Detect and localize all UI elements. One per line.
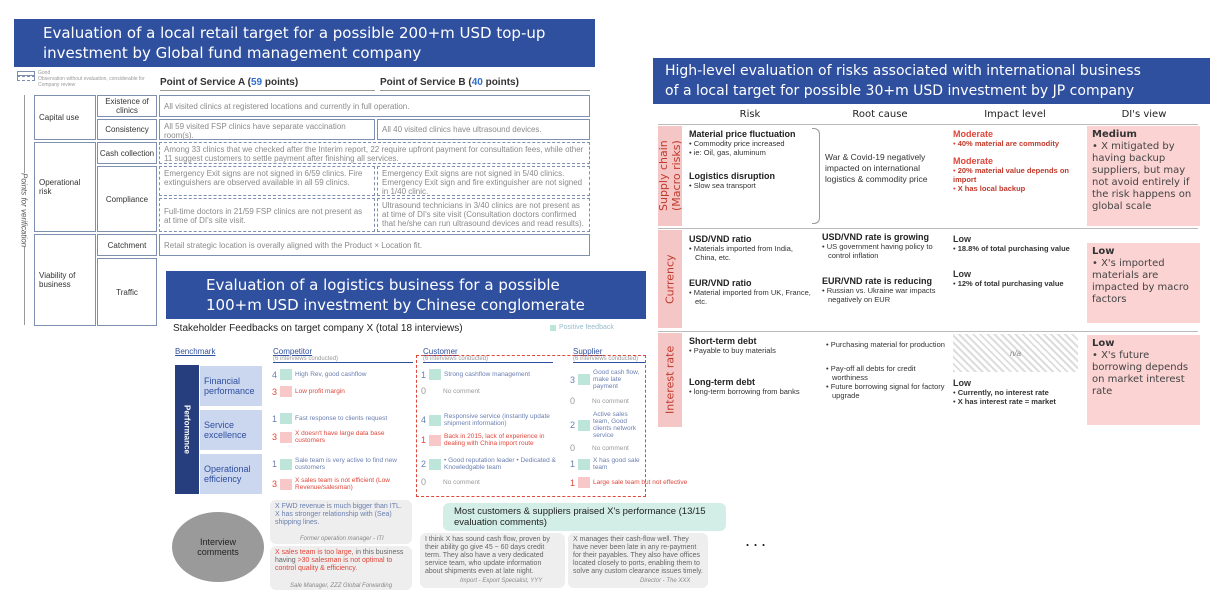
quote-1-text: X FWD revenue is much bigger than ITL. X has stronger relationship with (Sea) shipping lines.	[275, 503, 402, 526]
ir-i2a: • Currently, no interest rate	[953, 388, 1049, 397]
legend-obs-label: Observation without evaluation, considerable for Company review	[38, 76, 145, 88]
cu-b2-text: Material imported from UK, France, etc.	[693, 288, 811, 306]
band-supply-chain-label: Supply chain (Macro risks)	[657, 140, 683, 212]
praise-callout	[443, 503, 726, 531]
pos-marker	[578, 420, 590, 431]
sc-imp2-b1-text: 20% material value depends on import	[953, 166, 1070, 184]
ir-b1: • Payable to buy materials	[689, 346, 776, 355]
point-a-suffix: points)	[262, 77, 299, 88]
cu-b1: • Materials imported from India, China, etc.	[689, 244, 793, 262]
ir-risk	[689, 336, 814, 396]
sc-risk	[689, 129, 814, 190]
cat-capital-use	[34, 95, 96, 140]
cu-b2: • Material imported from UK, France, etc.	[689, 288, 811, 306]
cu-i1: Low	[953, 234, 971, 244]
point-b-header	[380, 77, 590, 91]
sc-imp2-b2-text: X has local backup	[957, 184, 1026, 193]
cat-capital-use-label: Capital use	[39, 113, 80, 122]
sub-traffic	[97, 258, 157, 326]
cell-catchment: Retail strategic location is overally aligned with the Product × Location fit.	[159, 234, 590, 256]
retail-title-line2: investment by Global fund management company	[43, 44, 422, 62]
sc-impact	[953, 129, 1083, 193]
ir-na-box	[953, 334, 1078, 372]
sup-ops	[570, 457, 688, 488]
retail-title-line1: Evaluation of a local retail target for a possible 200+m USD top-up	[43, 24, 546, 42]
band-currency-label: Currency	[663, 254, 677, 304]
cell-consistency-a: All 59 visited FSP clinics have separate vaccination room(s).	[159, 119, 375, 140]
ir-r2b-text: Future borrowing signal for factory upgrade	[830, 382, 945, 400]
interview-label: Interview comments	[197, 537, 239, 557]
logistics-title-line2: 100+m USD investment by Chinese conglomerate	[206, 296, 585, 314]
ir-view-text: X's future borrowing depends on market interest rate	[1092, 350, 1189, 397]
point-b-prefix: Point of Service B (	[380, 77, 472, 88]
sup-fin	[570, 369, 645, 406]
customer-sub: (6 interviews conducted)	[423, 356, 489, 362]
row-financial-label: Financial performance	[204, 376, 255, 396]
band-interest-label: Interest rate	[663, 345, 677, 415]
cell-compliance-a1: Emergency Exit signs are not signed in 6/59 clinics. Fire extinguishers are observed available in all 59 clinics.	[159, 166, 375, 196]
sc-b3: • Slow sea transport	[689, 181, 756, 190]
row-financial	[200, 366, 262, 406]
sc-b2-text: ie: Oil, gas, aluminum	[693, 148, 766, 157]
col-view: DI's view	[1121, 109, 1167, 120]
ir-b2: • long-term borrowing from banks	[689, 387, 800, 396]
cust-fin-pos-text: Strong cashflow management	[444, 371, 531, 378]
ir-view-head: Low	[1092, 338, 1115, 349]
cu-r1b: • US government having policy to control inflation	[822, 242, 933, 260]
cu-b1-text: Materials imported from India, China, etc.	[693, 244, 793, 262]
cust-svc-pos-count: 4	[421, 415, 427, 425]
points-verification-label	[18, 95, 30, 325]
pos-marker	[280, 369, 292, 380]
quote-4-src: Director - The XXX	[640, 578, 691, 584]
cu-i2: Low	[953, 269, 971, 279]
cu-t1: USD/VND ratio	[689, 234, 752, 244]
cust-ops-neg-count: 0	[421, 477, 427, 487]
sub-existence	[97, 95, 157, 117]
row-service-label: Service excellence	[204, 420, 247, 440]
quote-2-mid: in this business having	[275, 549, 404, 564]
neg-marker	[578, 477, 590, 488]
ir-view-body: • X's future borrowing depends on market interest rate	[1092, 350, 1189, 397]
benchmark-label: Benchmark	[175, 347, 216, 356]
risk-title-line2: of a local target for possible 30+m USD investment by JP company	[665, 83, 1135, 99]
ir-i2: Low	[953, 378, 971, 388]
interest-divider	[658, 331, 1198, 332]
cust-ops	[421, 457, 556, 487]
comp-ops	[272, 457, 412, 491]
row-operational	[200, 454, 262, 494]
cust-svc-pos-text: Responsive service (instantly update shipment information)	[444, 413, 550, 427]
supplier-label: Supplier	[573, 347, 603, 356]
sc-brace	[812, 128, 820, 224]
point-b-suffix: points)	[482, 77, 519, 88]
quote-2-red: X sales team is too large,	[275, 549, 354, 556]
cust-svc	[421, 413, 556, 447]
sup-fin-neg-text: No comment	[592, 397, 629, 405]
cu-risk	[689, 234, 814, 306]
comp-fin-neg-text: Low profit margin	[295, 388, 345, 395]
cu-impact	[953, 234, 1078, 288]
sc-b1: • Commodity price increased	[689, 139, 785, 148]
points-verification-text: Points for verification	[19, 172, 29, 248]
sc-view-head: Medium	[1092, 129, 1137, 140]
quote-3-src: Import - Export Specialist, YYY	[460, 578, 543, 584]
cell-compliance-b2: Ultrasound technicians in 3/40 clinics are not present as at time of DI's site visit (Consultation doctors confirmed that he/she can run ultrasound devices and read results).	[377, 198, 590, 232]
positive-label: Positive feedback	[559, 324, 614, 331]
supplier-sub: (6 interviews conducted)	[573, 356, 639, 362]
comp-fin-pos-count: 4	[272, 369, 278, 380]
praise-callout-text: Most customers & suppliers praised X's performance (13/15 evaluation comments)	[454, 506, 706, 528]
legend-obs-swatch	[17, 76, 35, 81]
sup-ops-pos-count: 1	[570, 459, 576, 469]
comp-svc-neg-text: X doesn't have large data base customers	[295, 430, 385, 444]
ir-i2b: • X has interest rate = market	[953, 397, 1056, 406]
cust-ops-pos-text: • Good reputation leader • Dedicated & Knowledgable team	[444, 457, 556, 471]
legend-good-swatch	[17, 71, 35, 76]
pos-marker	[429, 369, 441, 380]
sub-consistency	[97, 119, 157, 140]
sc-b2: • ie: Oil, gas, aluminum	[689, 148, 766, 157]
sc-imp2-b1: • 20% material value depends on import	[953, 166, 1070, 184]
cu-i2b-text: 12% of total purchasing value	[957, 279, 1064, 288]
sup-svc-pos-text: Active sales team, Good clients network service	[593, 411, 637, 439]
risk-title-line1: High-level evaluation of risks associated with international business	[665, 63, 1141, 79]
ir-t2: Long-term debt	[689, 377, 755, 387]
point-a-prefix: Point of Service A (	[160, 77, 251, 88]
comp-svc-neg-count: 3	[272, 432, 278, 442]
point-a-num: 59	[250, 77, 263, 88]
sub-cash-collection	[97, 142, 157, 164]
quote-4-text: X manages their cash-flow well. They have never been late in any re-payment for their payables. They also have offices located closely to ports, enabling them to solve any custom clearance issues timely.	[573, 536, 703, 575]
ir-b1-text: Payable to buy materials	[693, 346, 776, 355]
sc-imp1-b-text: 40% material are commodity	[957, 139, 1060, 148]
row-operational-label: Operational efficiency	[204, 464, 251, 484]
comp-fin-pos-text: High Rev, good cashflow	[295, 371, 367, 378]
ir-root	[826, 340, 951, 400]
sc-b3-text: Slow sea transport	[693, 181, 756, 190]
cu-view-body: • X's imported materials are impacted by macro factors	[1092, 258, 1189, 305]
cu-r2b: • Russian vs. Ukraine war impacts negatively on EUR	[822, 286, 936, 304]
sc-b1-text: Commodity price increased	[693, 139, 785, 148]
positive-swatch	[550, 325, 556, 331]
cust-fin	[421, 369, 556, 396]
header-divider	[658, 124, 1198, 125]
cu-view	[1087, 243, 1200, 323]
sc-view-text: X mitigated by having backup suppliers, but may not avoid entirely if the risk happens on global scale	[1092, 141, 1192, 212]
sup-svc-neg-count: 0	[570, 443, 576, 453]
neg-marker	[280, 386, 292, 397]
pos-marker	[578, 374, 590, 385]
legend	[17, 70, 157, 88]
neg-marker	[429, 435, 441, 446]
cu-r2b-text: Russian vs. Ukraine war impacts negatively on EUR	[826, 286, 936, 304]
cat-operational-risk-label: Operational risk	[39, 178, 81, 196]
legend-good-label: Good	[38, 70, 51, 76]
cat-viability-label: Viability of business	[39, 271, 76, 289]
sup-svc-neg-text: No comment	[592, 444, 629, 452]
positive-feedback-legend	[550, 324, 614, 331]
pos-marker	[429, 459, 441, 470]
sup-ops-neg-count: 1	[570, 477, 576, 488]
cu-root	[822, 232, 947, 304]
sup-svc-pos-count: 2	[570, 420, 576, 430]
comp-ops-neg-count: 3	[272, 479, 278, 489]
cust-ops-pos-count: 2	[421, 459, 427, 469]
point-a-header	[160, 77, 375, 91]
comp-svc	[272, 413, 412, 444]
customer-label: Customer	[423, 347, 458, 356]
cell-compliance-b1: Emergency Exit signs are not signed in 5/40 clinics. Emergency Exit sign and fire extinguisher are not signed in 1/40 clinic.	[377, 166, 590, 196]
cust-svc-neg-text: Back in 2015, lack of experience in dealing with China import route	[444, 433, 545, 447]
cust-ops-neg-text: No comment	[443, 478, 480, 486]
cell-consistency-b: All 40 visited clinics have ultrasound devices.	[377, 119, 590, 140]
col-impact: Impact level	[984, 109, 1046, 120]
comp-svc-pos-count: 1	[272, 413, 278, 424]
ir-i2b-text: X has interest rate = market	[957, 397, 1056, 406]
pos-marker	[280, 413, 292, 424]
cu-i2b: • 12% of total purchasing value	[953, 279, 1064, 288]
cu-i1b: • 18.8% of total purchasing value	[953, 244, 1070, 253]
comp-svc-pos-text: Fast response to clients request	[295, 415, 388, 422]
cu-i1b-text: 18.8% of total purchasing value	[957, 244, 1070, 253]
cu-r1b-text: US government having policy to control inflation	[826, 242, 933, 260]
ir-t1: Short-term debt	[689, 336, 757, 346]
neg-marker	[280, 432, 292, 443]
col-root: Root cause	[852, 109, 908, 120]
sc-imp2-b2: • X has local backup	[953, 184, 1026, 193]
cust-fin-pos-count: 1	[421, 369, 427, 380]
ir-r1-text: Purchasing material for production	[830, 340, 945, 349]
performance-label: Performance	[182, 405, 192, 454]
sc-t2: Logistics disruption	[689, 171, 776, 181]
pos-marker	[280, 459, 292, 470]
sup-ops-pos-text: X has good sale team	[593, 457, 640, 471]
sub-compliance-label: Compliance	[105, 194, 149, 204]
stakeholder-title: Stakeholder Feedbacks on target company X (total 18 interviews)	[173, 323, 463, 334]
cu-view-text: X's imported materials are impacted by macro factors	[1092, 258, 1189, 305]
comp-fin	[272, 369, 412, 397]
sub-compliance	[97, 166, 157, 232]
sc-view	[1087, 126, 1200, 226]
cust-svc-neg-count: 1	[421, 435, 427, 445]
cell-existence: All visited clinics at registered locations and currently in full operation.	[159, 95, 590, 117]
logistics-title-banner	[166, 271, 646, 319]
cu-view-head: Low	[1092, 246, 1115, 257]
cu-t2: EUR/VND ratio	[689, 278, 752, 288]
cust-fin-neg-text: No comment	[443, 387, 480, 395]
competitor-label: Competitor	[273, 347, 313, 356]
comp-ops-pos-text: Sale team is very active to find new customers	[295, 457, 397, 471]
sup-fin-pos-count: 3	[570, 374, 576, 385]
sup-fin-pos-text: Good cash flow, make late payment	[593, 369, 640, 390]
sc-t1: Material price fluctuation	[689, 129, 796, 139]
more-ellipsis: ...	[745, 530, 770, 550]
sub-catchment-label: Catchment	[107, 240, 147, 250]
ir-r2b: • Future borrowing signal for factory upgrade	[826, 382, 945, 400]
sc-imp1-b: • 40% material are commodity	[953, 139, 1060, 148]
ir-r2a-text: Pay-off all debts for credit worthiness	[830, 364, 916, 382]
band-currency	[658, 230, 682, 328]
sup-fin-neg-count: 0	[570, 396, 576, 406]
sub-consistency-label: Consistency	[105, 125, 149, 134]
competitor-col	[273, 347, 413, 363]
ir-r1: • Purchasing material for production	[826, 340, 945, 349]
neg-marker	[280, 479, 292, 490]
performance-bar	[175, 365, 199, 494]
comp-fin-neg-count: 3	[272, 386, 278, 397]
sc-imp2: Moderate	[953, 156, 994, 166]
pos-marker	[578, 459, 590, 470]
ir-na-text: n/a	[1009, 348, 1022, 358]
sup-svc	[570, 411, 645, 453]
quote-2-red2: >30 salesman is not optimal to control quality & efficiency.	[275, 557, 393, 572]
currency-divider	[658, 228, 1198, 229]
band-supply-chain	[658, 126, 682, 226]
cat-operational-risk	[34, 142, 96, 232]
quote-3-text: I think X has sound cash flow, proven by their ability go give 45 ~ 60 days credit term. They also have a very dedicated service team, who update information about shipments even at late night.	[425, 536, 550, 575]
sub-cash-label: Cash collection	[99, 148, 155, 158]
ir-r2a: • Pay-off all debts for credit worthiness	[826, 364, 916, 382]
sc-view-body: • X mitigated by having backup suppliers, but may not avoid entirely if the risk happens on global scale	[1092, 141, 1192, 212]
sub-catchment	[97, 234, 157, 256]
sub-existence-label: Existence of clinics	[105, 97, 149, 115]
comp-ops-pos-count: 1	[272, 459, 278, 469]
interview-circle	[172, 512, 264, 582]
point-b-num: 40	[471, 77, 483, 88]
sup-ops-neg-text: Large sale team but not effective	[593, 479, 688, 486]
ir-b2-text: long-term borrowing from banks	[693, 387, 800, 396]
cell-compliance-a2: Full-time doctors in 21/59 FSP clinics are not present as at time of DI's site visit.	[159, 198, 375, 232]
ir-i2a-text: Currently, no interest rate	[957, 388, 1049, 397]
quote-2-src: Sale Manager, ZZZ Global Forwarding	[290, 583, 393, 589]
row-service	[200, 410, 262, 450]
sub-traffic-label: Traffic	[116, 287, 138, 297]
col-risk: Risk	[739, 109, 761, 120]
logistics-title-line1: Evaluation of a logistics business for a possible	[206, 276, 560, 294]
cu-r1: USD/VND rate is growing	[822, 232, 930, 242]
ir-view	[1087, 335, 1200, 425]
sc-imp1: Moderate	[953, 129, 994, 139]
cell-cash: Among 33 clinics that we checked after the Interim report, 22 require upfront payment for consultation fees, while other 11 suggest customers to settle payment after finishing all services.	[159, 142, 590, 164]
competitor-sub: (6 interviews conducted)	[273, 356, 339, 362]
comp-ops-neg-text: X sales team is not efficient (Low Revenue/salesman)	[295, 477, 390, 491]
sc-root: War & Covid-19 negatively impacted on international logistics & commodity price	[825, 152, 928, 184]
quote-1-src: Former operation manager - ITI	[300, 536, 384, 542]
retail-title-banner	[14, 19, 595, 67]
cu-r2: EUR/VND rate is reducing	[822, 276, 933, 286]
ir-impact	[953, 378, 1078, 406]
cat-viability	[34, 234, 96, 326]
band-interest	[658, 333, 682, 427]
risk-title-banner	[653, 58, 1210, 104]
pos-marker	[429, 415, 441, 426]
cust-fin-neg-count: 0	[421, 386, 427, 396]
